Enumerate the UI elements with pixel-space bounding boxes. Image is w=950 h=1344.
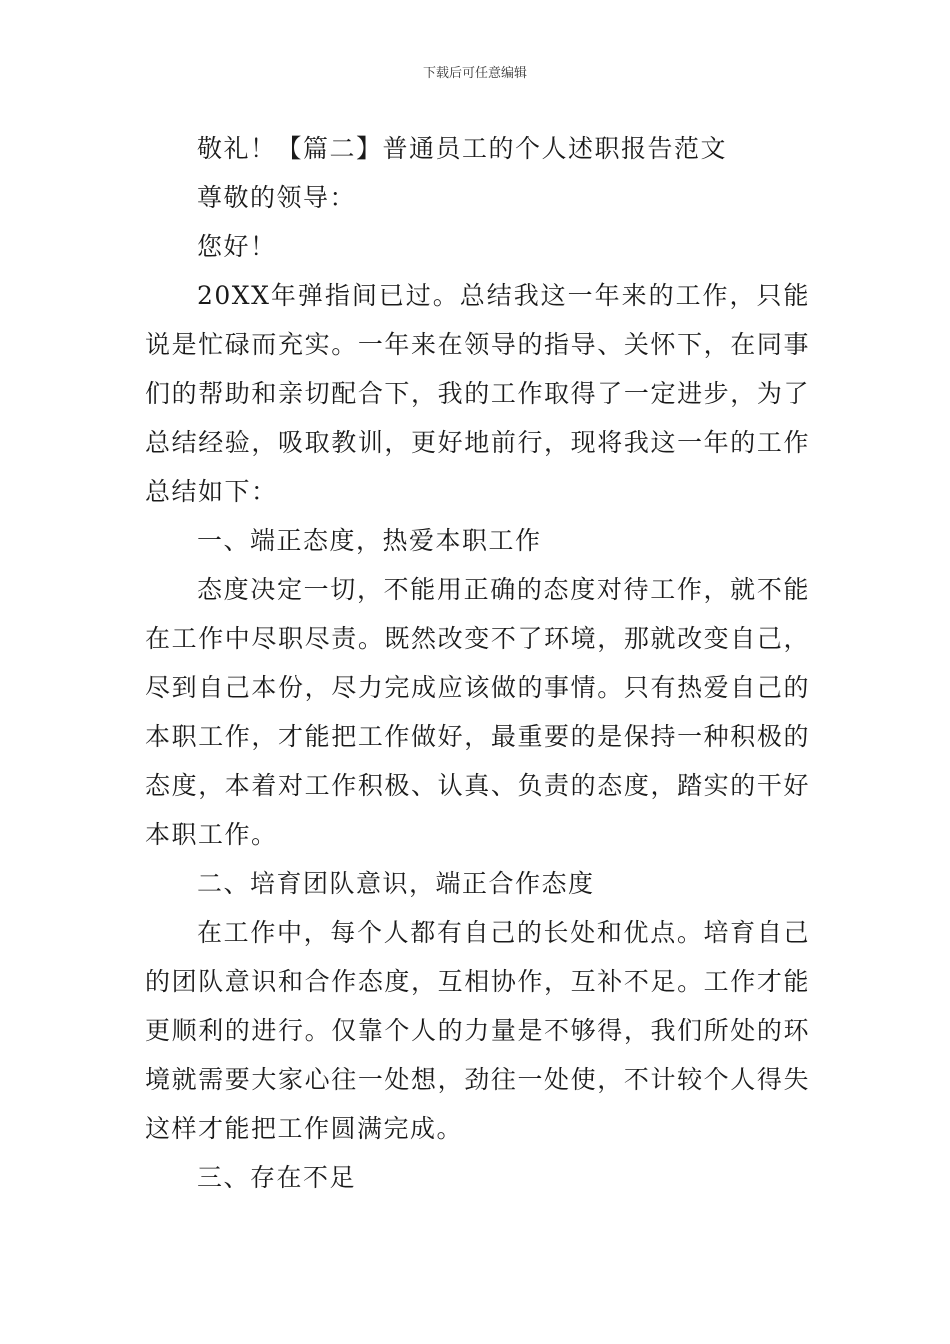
section-heading-3: 三、存在不足 <box>197 1163 357 1192</box>
greeting: 您好！ <box>197 232 277 261</box>
closing-and-title: 敬礼！【篇二】普通员工的个人述职报告范文 <box>197 134 728 163</box>
section-heading-2: 二、培育团队意识，端正合作态度 <box>197 869 595 898</box>
intro-paragraph: 20XX年弹指间已过。总结我这一年来的工作，只能说是忙碌而充实。一年来在领导的指导、关怀下，在同事们的帮助和亲切配合下，我的工作取得了一定进步，为了总结经验，吸取教训，更好地前行，现将我这一年的工作总结如下： <box>145 281 810 506</box>
section-heading-1: 一、端正态度，热爱本职工作 <box>197 526 542 555</box>
section-1-paragraph: 态度决定一切，不能用正确的态度对待工作，就不能在工作中尽职尽责。既然改变不了环境，那就改变自己，尽到自己本份，尽力完成应该做的事情。只有热爱自己的本职工作，才能把工作做好，最重要的是保持一种积极的态度，本着对工作积极、认真、负责的态度，踏实的干好本职工作。 <box>145 575 810 849</box>
section-2-paragraph: 在工作中，每个人都有自己的长处和优点。培育自己的团队意识和合作态度，互相协作，互补不足。工作才能更顺利的进行。仅靠个人的力量是不够得，我们所处的环境就需要大家心往一处想，劲往一处使，不计较个人得失这样才能把工作圆满完成。 <box>145 918 810 1143</box>
page-header: 下载后可任意编辑 <box>422 66 527 81</box>
salutation: 尊敬的领导： <box>197 183 357 212</box>
document-body <box>145 124 810 1202</box>
